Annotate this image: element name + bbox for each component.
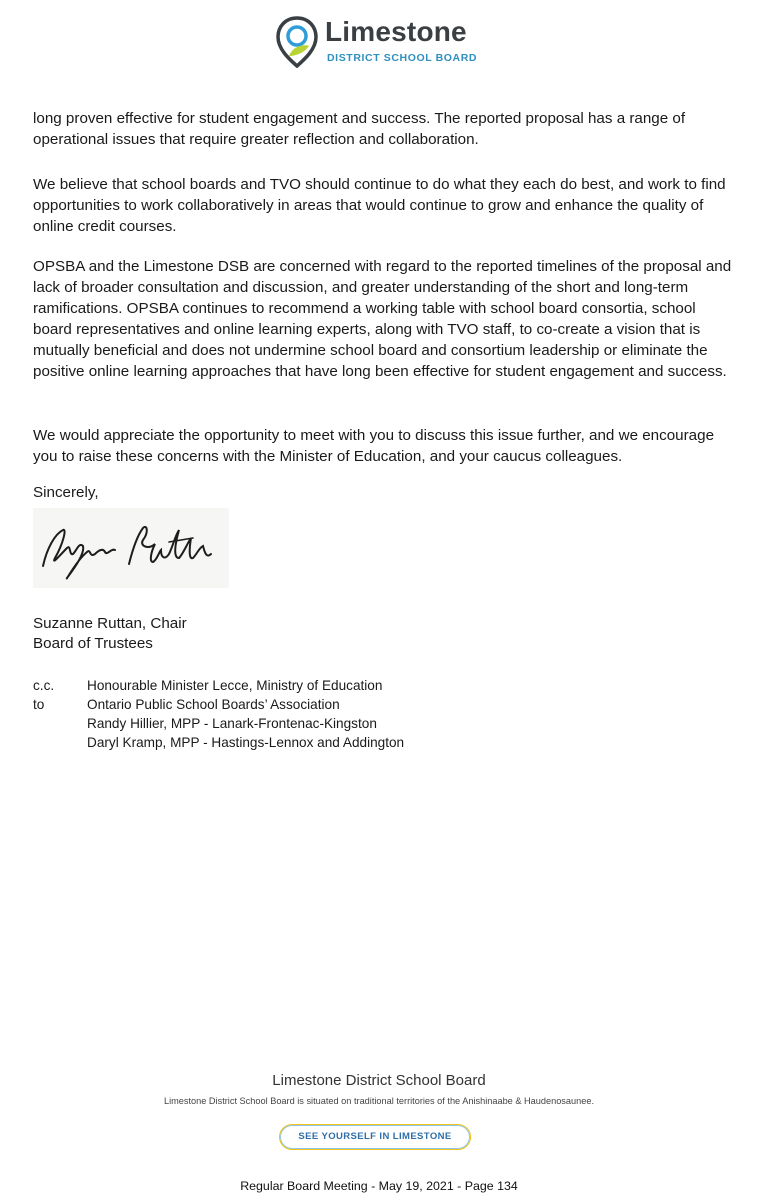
limestone-logo <box>275 16 485 72</box>
letter-paragraph-2: We believe that school boards and TVO should continue to do what they each do best, and work to find opportunities to work collaboratively in areas that would continue to grow and enhance the quality of online credit courses. <box>33 176 726 235</box>
cc-label: c.c. to <box>33 678 55 712</box>
logo-name: Limestone <box>325 16 467 47</box>
see-yourself-button[interactable]: SEE YOURSELF IN LIMESTONE <box>279 1124 471 1150</box>
cc-recipient-list <box>87 676 404 752</box>
cc-recipient: Ontario Public School Boards’ Association <box>87 697 340 712</box>
letter-paragraph-4: We would appreciate the opportunity to meet with you to discuss this issue further, and we encourage you to raise these concerns with the Minister of Education, and your caucus colleagues. <box>33 427 715 465</box>
page-footer: Regular Board Meeting - May 19, 2021 - Page 134 <box>240 1179 518 1193</box>
letter-paragraph-3: OPSBA and the Limestone DSB are concerned with regard to the reported timelines of the proposal and lack of broader consultation and discussion, and greater understanding of the short and long-term ramifications. OPSBA continues to recommend a working table with school board consortia, school board representatives and online learning experts, along with TVO staff, to co-create a vision that is mutually beneficial and does not undermine school board and consortium leadership or eliminate the positive online learning approaches that have long been effective for student engagement and success. <box>33 258 732 380</box>
signer-name: Suzanne Ruttan, Chair <box>33 615 187 632</box>
cc-recipient: Honourable Minister Lecce, Ministry of Education <box>87 678 383 693</box>
cc-recipient: Daryl Kramp, MPP - Hastings-Lennox and Addington <box>87 735 405 750</box>
signer-title: Board of Trustees <box>33 635 153 652</box>
handwritten-signature <box>33 508 229 588</box>
location-pin-leaf-icon <box>275 16 319 68</box>
footer-organization: Limestone District School Board <box>272 1072 486 1089</box>
closing: Sincerely, <box>33 484 99 501</box>
signer-block <box>33 614 187 654</box>
logo-subtitle: DISTRICT SCHOOL BOARD <box>327 52 478 64</box>
letter-paragraph-1: long proven effective for student engagement and success. The reported proposal has a range of operational issues that require greater reflection and collaboration. <box>33 110 686 148</box>
cc-recipient: Randy Hillier, MPP - Lanark-Frontenac-Kingston <box>87 716 377 731</box>
land-acknowledgement: Limestone District School Board is situated on traditional territories of the Anishinaabe & Haudenosaunee. <box>163 1096 595 1106</box>
